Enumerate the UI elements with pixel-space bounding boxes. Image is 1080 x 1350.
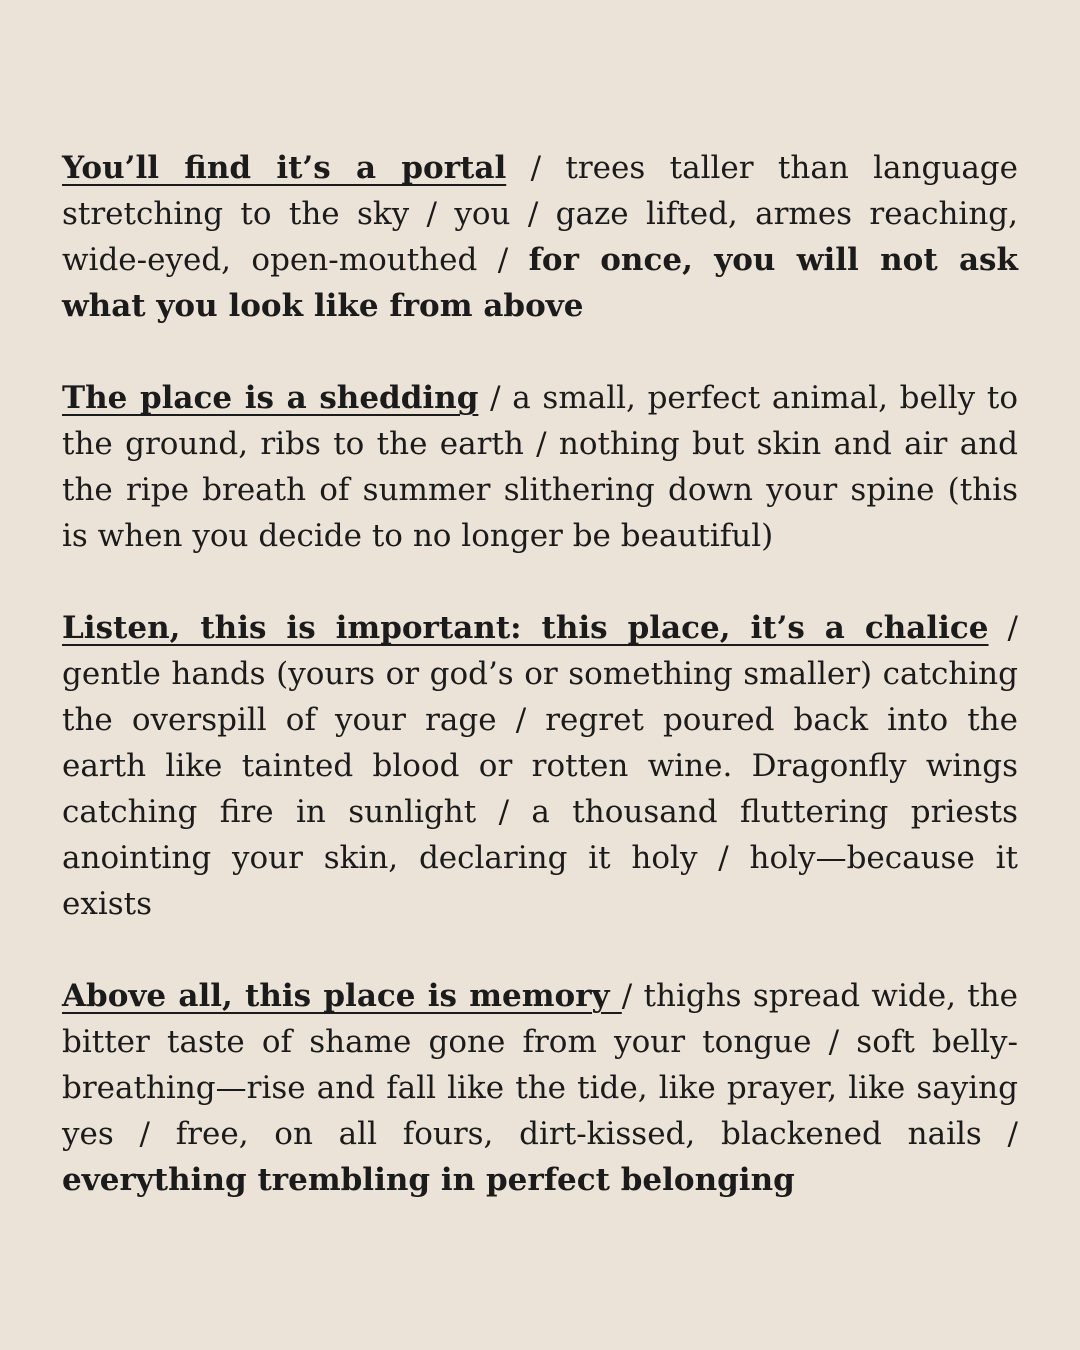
stanza-heading: You’ll find it’s a portal [62, 150, 507, 186]
stanza-memory [62, 973, 1018, 1203]
stanza-text: / gentle hands (yours or god’s or something smaller) catching the overspill of your rage / regret poured back into the earth like tainted blood or rotten wine. Dragonfly wings catching fire in sunlight / a thousand fluttering priests anointing your skin, declaring it holy / holy—because it exists [62, 610, 1018, 922]
stanza-chalice [62, 605, 1018, 927]
stanza-text: / thighs spread wide, the bitter taste of shame gone from your tongue / soft belly-breathing—rise and fall like the tide, like prayer, like saying yes / free, on all fours, dirt-kissed, blackened nails / [62, 978, 1018, 1152]
stanza-heading: Above all, this place is memory [62, 978, 622, 1014]
stanza-text: / trees taller than language stretching to the sky / you / gaze lifted, armes reaching, wide-eyed, open-mouthed / [62, 150, 1018, 278]
stanza-heading: The place is a shedding [62, 380, 479, 416]
stanza-text: / a small, perfect animal, belly to the ground, ribs to the earth / nothing but skin and air and the ripe breath of summer slithering down your spine (this is when you decide to no longer be beautiful) [62, 380, 1018, 554]
stanza-shedding [62, 375, 1018, 559]
stanza-closing: for once, you will not ask what you look like from above [62, 242, 1018, 324]
stanza-closing: everything trembling in perfect belonging [62, 1162, 795, 1198]
stanza-heading: Listen, this is important: this place, it’s a chalice [62, 610, 989, 646]
poem [62, 145, 1018, 1249]
stanza-portal [62, 145, 1018, 329]
